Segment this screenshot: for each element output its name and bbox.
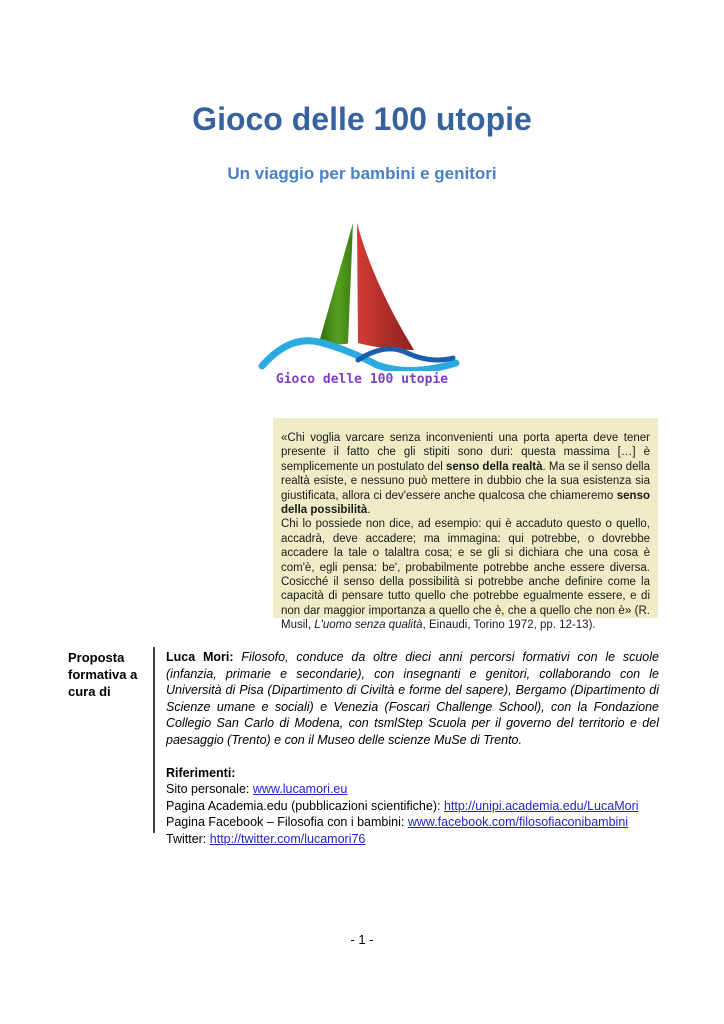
reference-item-personal-site	[166, 781, 659, 798]
twitter-link[interactable]: http://twitter.com/lucamori76	[209, 831, 366, 846]
light-blue-wave	[262, 341, 456, 371]
reference-item-facebook	[166, 814, 659, 831]
facebook-link[interactable]: www.facebook.com/filosofiaconibambini	[407, 815, 629, 830]
red-sail	[357, 223, 414, 350]
page-subtitle: Un viaggio per bambini e genitori	[227, 164, 497, 183]
logo-figure	[0, 221, 724, 387]
references-block	[166, 765, 659, 848]
page-number: - 1 -	[350, 932, 374, 947]
quote-book-title: L'uomo senza qualità	[314, 619, 423, 632]
quote-paragraph-2	[281, 517, 650, 632]
quote-text: Chi lo possiede non dice, ad esempio: qui è accaduto questo o quello, accadrà, deve accadere; ma immagina: qui potrebbe, o dovrebbe accadere la tale o talaltra cosa; e se gli si dichiara che una cosa è com'è, egli pensa: be', probabilmente potrebbe anche essere diversa. Cosicché il senso della possibilità si potrebbe anche definire come la capacità di pensare tutto quello che potrebbe egualmente essere, e di non dar maggior importanza a quello che è, che a quello che non è» (R. Musil,	[281, 518, 650, 632]
reference-label: Pagina Academia.edu (pubblicazioni scientifiche):	[166, 798, 444, 813]
quote-text: , Einaudi, Torino 1972, pp. 12-13).	[422, 619, 596, 632]
page-title: Gioco delle 100 utopie	[192, 101, 532, 137]
bio-name: Luca Mori:	[166, 650, 234, 664]
bio-paragraph	[166, 649, 659, 749]
quote-bold-senso-realta: senso della realtà	[445, 460, 543, 473]
column-divider	[153, 647, 155, 833]
green-sail	[320, 223, 353, 344]
bio-text: Filosofo, conduce da oltre dieci anni percorsi formativi con le scuole (infanzia, primarie e secondarie), con insegnanti e genitori, collaborando con le Università di Pisa (Dipartimento di Civiltà e forme del sapere), Bergamo (Dipartimento di Scienze umane e sociali) e Venezia (Foscari Challenge School), con la Fondazione Collegio San Carlo di Modena, con tsmlStep Scuola per il governo del territorio e del paesaggio (Trento) e con il Museo delle scienze MuSe di Trento.	[166, 650, 659, 747]
reference-label: Twitter:	[166, 831, 210, 846]
reference-item-academia	[166, 798, 659, 815]
reference-label: Pagina Facebook – Filosofia con i bambini:	[166, 815, 408, 830]
quote-paragraph-1	[281, 431, 650, 517]
quote-text: . Ma se il senso della realtà esiste, e nessuno può mettere in dubbio che la sua esistenza sia giustificata, allora ci dev'essere anche qualcosa che chiameremo	[281, 460, 650, 502]
quote-bold-senso-possibilita: senso della possibilità	[281, 489, 650, 517]
reference-item-twitter	[166, 831, 659, 848]
references-heading: Riferimenti:	[166, 765, 236, 780]
quote-text: «Chi voglia varcare senza inconvenienti una porta aperta deve tener presente il fatto che gli stipiti sono duri: questa massima […] è semplicemente un postulato del	[281, 432, 650, 473]
quote-box	[273, 418, 658, 632]
dark-blue-wave	[358, 349, 453, 360]
info-content	[166, 649, 659, 848]
quote-text: .	[367, 504, 371, 517]
reference-label: Sito personale:	[166, 782, 253, 797]
academia-link[interactable]: http://unipi.academia.edu/LucaMori	[443, 798, 639, 813]
logo-caption: Gioco delle 100 utopie	[275, 372, 449, 387]
info-label: Proposta formativa a cura di	[68, 650, 138, 699]
sailboat-logo-icon	[244, 221, 480, 371]
personal-site-link[interactable]: www.lucamori.eu	[252, 782, 348, 797]
